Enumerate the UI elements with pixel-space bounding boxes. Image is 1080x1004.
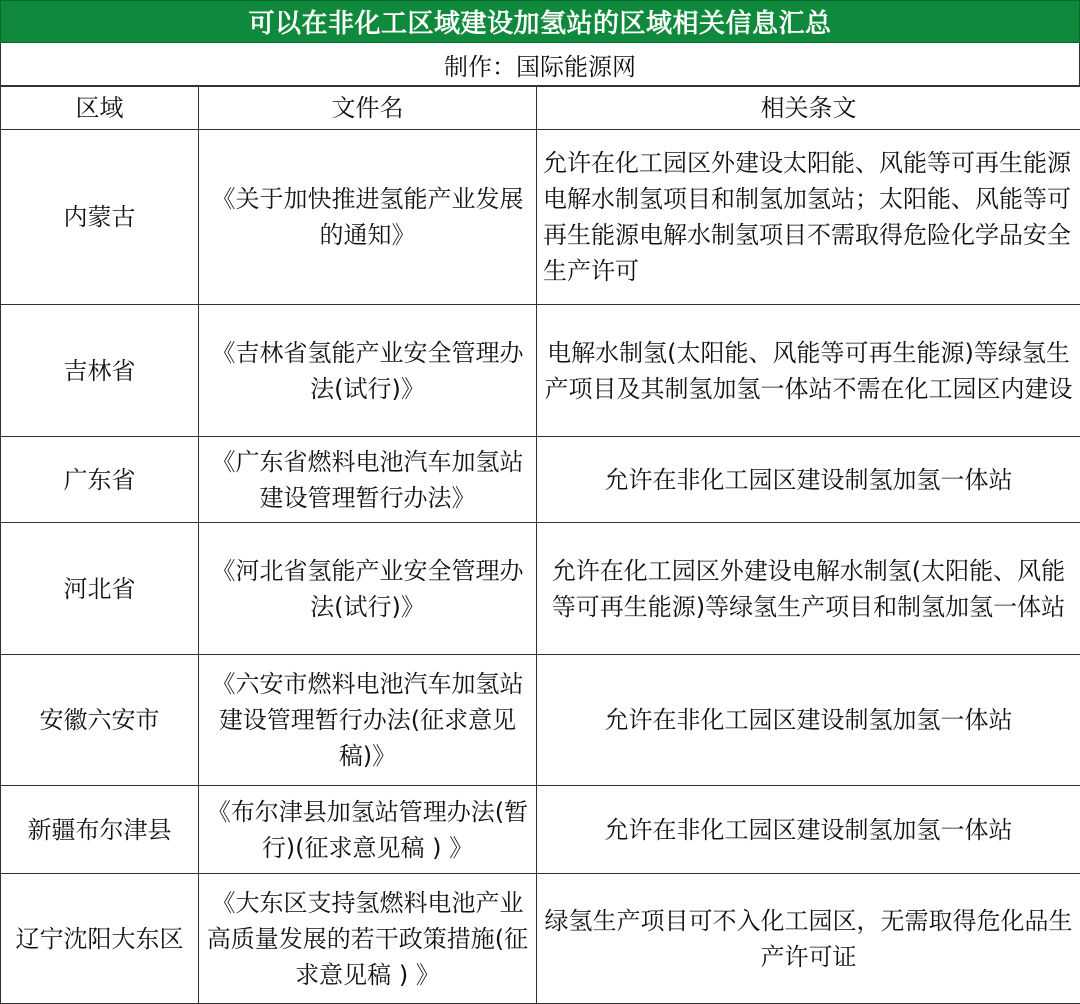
clause-cell: 允许在化工园区外建设太阳能、风能等可再生能源电解水制氢项目和制氢加氢站；太阳能、风能等可再生能源电解水制氢项目不需取得危险化学品安全生产许可 — [537, 130, 1080, 305]
table-row — [1, 305, 1080, 437]
region-cell: 河北省 — [1, 523, 199, 655]
region-cell: 广东省 — [1, 437, 199, 523]
table-row — [1, 655, 1080, 786]
document-cell: 《河北省氢能产业安全管理办法(试行)》 — [199, 523, 537, 655]
clause-cell: 允许在非化工园区建设制氢加氢一体站 — [537, 437, 1080, 523]
document-cell: 《布尔津县加氢站管理办法(暂行)(征求意见稿 ) 》 — [199, 786, 537, 874]
header-row — [1, 87, 1080, 130]
header-region: 区域 — [1, 87, 199, 130]
clause-cell: 绿氢生产项目可不入化工园区，无需取得危化品生产许可证 — [537, 874, 1080, 1004]
table-row — [1, 130, 1080, 305]
region-cell: 辽宁沈阳大东区 — [1, 874, 199, 1004]
document-cell: 《关于加快推进氢能产业发展的通知》 — [199, 130, 537, 305]
region-cell: 内蒙古 — [1, 130, 199, 305]
credit-line: 制作：国际能源网 — [0, 43, 1080, 86]
table-row — [1, 523, 1080, 655]
header-document: 文件名 — [199, 87, 537, 130]
policy-table — [0, 86, 1080, 1004]
document-cell: 《吉林省氢能产业安全管理办法(试行)》 — [199, 305, 537, 437]
region-cell: 吉林省 — [1, 305, 199, 437]
clause-cell: 允许在非化工园区建设制氢加氢一体站 — [537, 786, 1080, 874]
header-clause: 相关条文 — [537, 87, 1080, 130]
region-cell: 新疆布尔津县 — [1, 786, 199, 874]
clause-cell: 电解水制氢(太阳能、风能等可再生能源)等绿氢生产项目及其制氢加氢一体站不需在化工园区内建设 — [537, 305, 1080, 437]
document-cell: 《大东区支持氢燃料电池产业高质量发展的若干政策措施(征求意见稿 ) 》 — [199, 874, 537, 1004]
table-row — [1, 437, 1080, 523]
table-row — [1, 786, 1080, 874]
region-cell: 安徽六安市 — [1, 655, 199, 786]
clause-cell: 允许在非化工园区建设制氢加氢一体站 — [537, 655, 1080, 786]
clause-cell: 允许在化工园区外建设电解水制氢(太阳能、风能等可再生能源)等绿氢生产项目和制氢加氢一体站 — [537, 523, 1080, 655]
table-row — [1, 874, 1080, 1004]
document-cell: 《六安市燃料电池汽车加氢站建设管理暂行办法(征求意见稿)》 — [199, 655, 537, 786]
table-title: 可以在非化工区域建设加氢站的区域相关信息汇总 — [0, 0, 1080, 43]
document-cell: 《广东省燃料电池汽车加氢站建设管理暂行办法》 — [199, 437, 537, 523]
